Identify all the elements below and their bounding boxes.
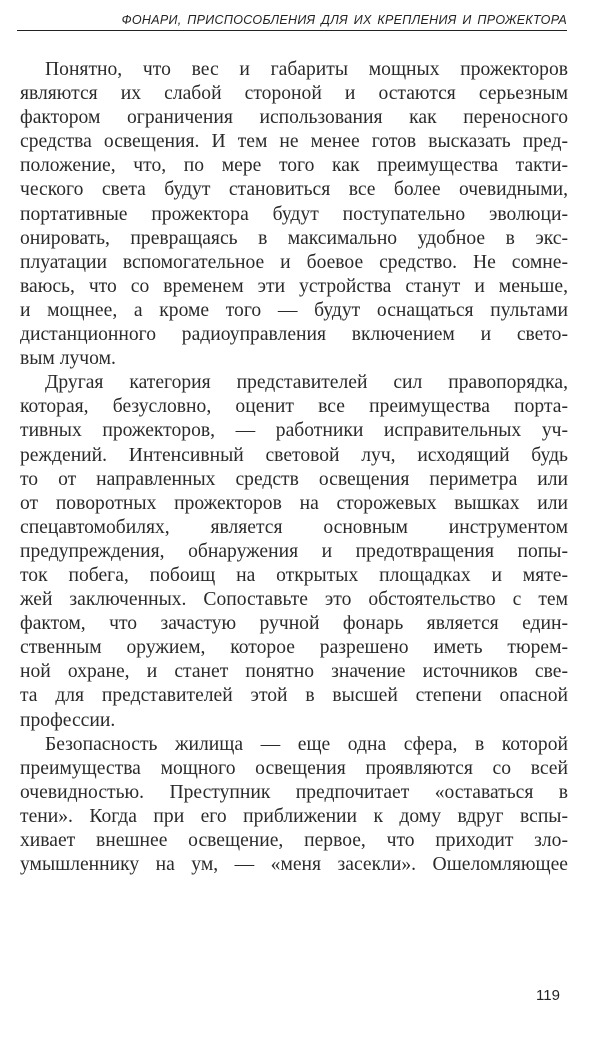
running-head: ФОНАРИ, ПРИСПОСОБЛЕНИЯ ДЛЯ ИХ КРЕПЛЕНИЯ И ПРОЖЕКТОРА [17,10,567,31]
text-line: спецавтомобилях, является основным инструментом [20,516,568,538]
text-line: от поворотных прожекторов на сторожевых вышках или [20,492,568,514]
text-line: плуатации вспомогательное и боевое средство. Не сомне- [20,251,568,273]
text-line: дистанционного радиоуправления включением и свето- [20,324,568,346]
text-line: фактом, что зачастую ручной фонарь является един- [20,613,568,635]
text-line: та для представителей этой в высшей степени опасной [20,685,568,707]
page-number: 119 [536,987,560,1004]
text-line: жей заключенных. Сопоставьте это обстоятельство с тем [20,589,568,611]
text-line: то от направленных средств освещения периметра или [20,468,568,490]
text-line: хивает внешнее освещение, первое, что приходит зло- [20,830,568,851]
text-line: вым лучом. [20,348,116,370]
text-line: Безопасность жилища — еще одна сфера, в которой [45,733,568,755]
text-line: умышленнику на ум, — «меня засекли». Ошеломляющее [20,854,568,876]
text-line: очевидностью. Преступник предпочитает «оставаться в [20,781,568,803]
body-text [20,58,568,877]
text-line: профессии. [20,709,116,731]
text-line: и мощнее, а кроме того — будут оснащаться пультами [20,299,568,321]
text-line: тени». Когда при его приближении к дому вдруг вспы- [20,805,568,827]
text-line: Другая категория представителей сил правопорядка, [45,372,568,394]
text-line: онировать, превращаясь в максимально удобное в экс- [20,227,568,249]
text-line: портативные прожектора будут поступательно эволюци- [20,203,568,225]
text-line: ток побега, побоищ на открытых площадках и мяте- [20,564,568,586]
text-line: ческого света будут становиться все более очевидными, [20,179,568,201]
text-line: ваюсь, что со временем эти устройства станут и меньше, [20,275,568,297]
text-line: реждений. Интенсивный световой луч, исходящий будь [20,444,568,466]
text-line: которая, безусловно, оценит все преимущества порта- [20,396,568,418]
text-line: предупреждения, обнаружения и предотвращения попы- [20,540,568,562]
text-line: положение, что, по мере того как преимущества такти- [20,155,568,177]
text-line: ной охране, и станет понятно значение источников све- [20,661,568,683]
paragraph [20,371,568,732]
paragraph [20,733,568,878]
text-line: тивных прожекторов, — работники исправительных уч- [20,420,568,442]
text-line: преимущества мощного освещения проявляются со всей [20,757,568,779]
text-line: ственным оружием, которое разрешено иметь тюрем- [20,637,568,659]
paragraph [20,58,568,371]
text-line: средства освещения. И тем не менее готов высказать пред- [20,131,568,153]
text-line: являются их слабой стороной и остаются серьезным [20,83,568,105]
text-line: Понятно, что вес и габариты мощных прожекторов [45,59,568,80]
text-line: фактором ограничения использования как переносного [20,107,568,129]
